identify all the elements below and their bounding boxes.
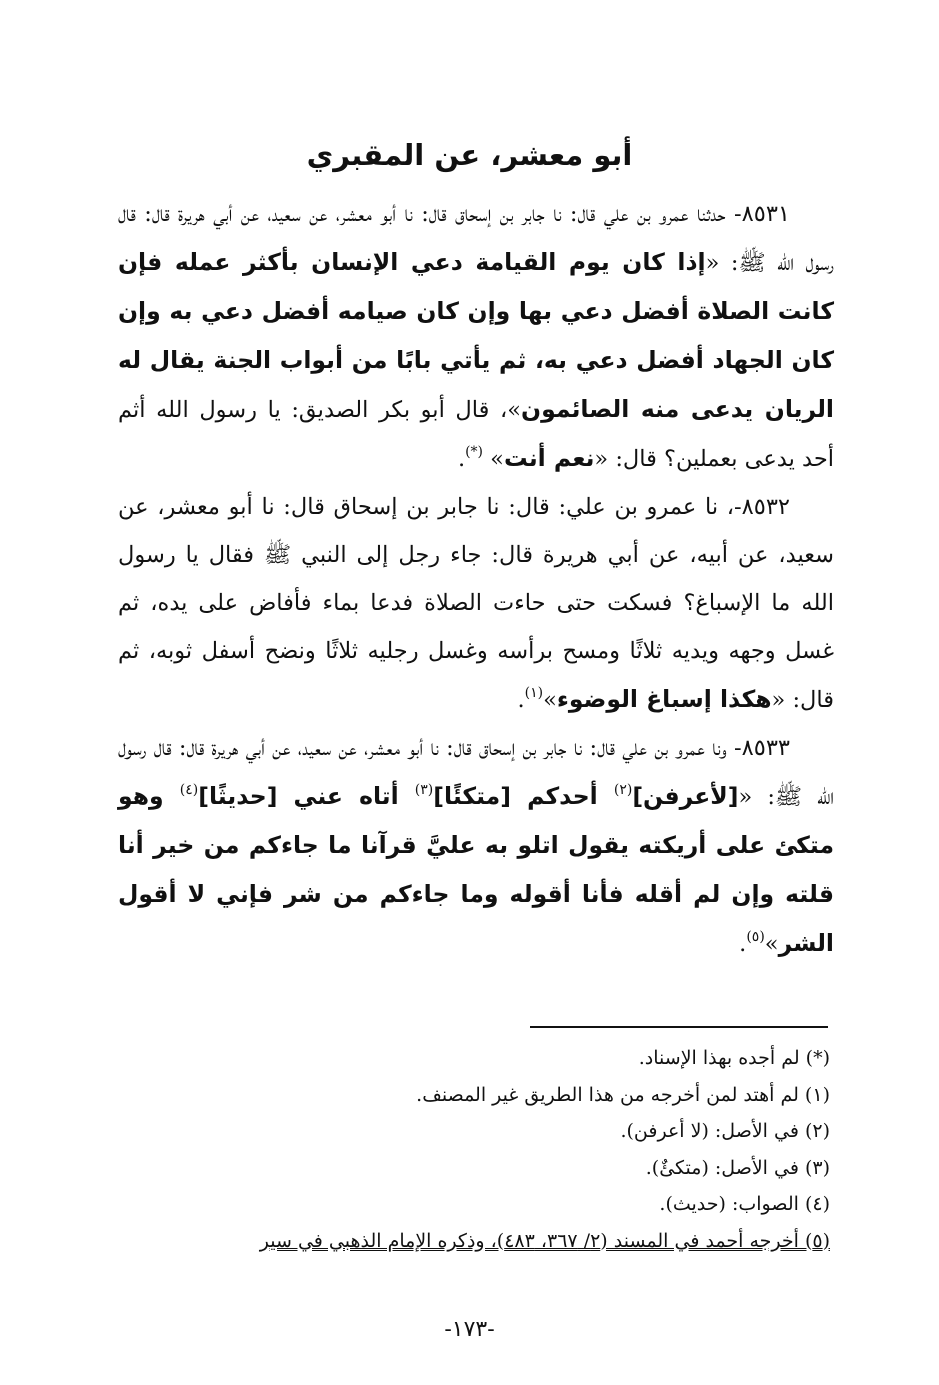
footnote-ref-2: (٢) [613,782,633,798]
hadith-8533-quote-part-3: أتاه عني [حديثًا] [198,782,415,810]
section-heading: أبو معشر، عن المقبري [306,138,633,172]
footnote-5: (٥) أخرجه أحمد في المسند (٢/ ٣٦٧، ٤٨٣)، وذكره الإمام الذهبي في سير [259,1229,830,1252]
page-number: -١٧٣- [444,1317,495,1342]
hadith-8531-close: » [483,446,504,472]
footnote-divider [530,1026,828,1028]
hadith-8531-answer: نعم أنت [503,444,595,472]
footnote-ref-1: (١) [524,685,544,701]
footnote-4: (٤) الصواب: (حديث). [659,1193,830,1215]
main-text [118,190,834,968]
footnote-3: (٣) في الأصل: (متكئٌ). [645,1156,830,1179]
footnotes [100,1040,830,1259]
hadith-8531 [118,190,834,483]
footnote-ref-star: (*) [465,444,484,460]
hadith-8531-middle: »، قال أبو بكر الصديق: يا رسول الله أثم أحد يدعى بعملين؟ قال: « [118,397,834,472]
hadith-8532 [118,483,834,724]
hadith-8533-intro: ٨٥٣٣- ونا عمرو بن علي قال: نا جابر بن إسحاق قال: نا أبو معشر، عن سعيد، عن أبي هريرة قال: قال رسول الله ﷺ: « [118,735,834,810]
footnote-1: (١) لم أهتد لمن أخرجه من هذا الطريق غير المصنف. [416,1083,830,1106]
hadith-8533 [118,724,834,968]
hadith-8532-end: . [517,687,525,713]
hadith-8532-quote: هكذا إسباغ الوضوء [556,685,772,713]
hadith-8532-close: » [543,687,557,713]
footnote-2: (٢) في الأصل: (لا أعرفن). [620,1120,830,1142]
hadith-8533-quote-part-2: أحدكم [متكئًا] [433,782,614,810]
footnote-ref-3: (٣) [414,782,434,798]
footnote-ref-4: (٤) [179,782,199,798]
hadith-8531-quote: إذا كان يوم القيامة دعي الإنسان بأكثر عمله فإن كانت الصلاة أفضل دعي بها وإن كان صيامه أفضل دعي به وإن كان الجهاد أفضل دعي به، ثم يأتي بابًا من أبواب الجنة يقال له الريان يدعى منه الصائمون [118,248,834,423]
hadith-8533-end: . [739,931,747,957]
hadith-8531-end: . [457,446,466,472]
hadith-8531-intro: ٨٥٣١- حدثنا عمرو بن علي قال: نا جابر بن إسحاق قال: نا أبو معشر، عن سعيد، عن أبي هريرة قال: قال رسول الله ﷺ: « [118,201,834,276]
hadith-8532-intro: ٨٥٣٢-، نا عمرو بن علي: قال: نا جابر بن إسحاق قال: نا أبو معشر، عن سعيد، عن أبيه، عن أبي هريرة قال: جاء رجل إلى النبي ﷺ فقال يا رسول الله ما الإسباغ؟ فسكت حتى حاءت الصلاة فدعا بماء فأفاض على يده، ثم غسل وجهه ويديه ثلاثًا ومسح برأسه وغسل رجليه ثلاثًا ونضح أسفل ثوبه، ثم قال: « [118,494,834,713]
hadith-8533-quote-part-4: وهو متكئ على أريكته يقول اتلو به عليَّ قرآنا ما جاءكم من خير أنا قلته وإن لم أقله فأنا أقوله وما جاءكم من شر فإني لا أقول الشر [118,782,834,957]
footnote-ref-5: (٥) [746,929,765,945]
hadith-8533-close: » [764,931,779,957]
footnote-star: (*) لم أجده بهذا الإسناد. [638,1047,830,1069]
hadith-8533-quote-part-1: [لأعرفن] [632,782,739,810]
